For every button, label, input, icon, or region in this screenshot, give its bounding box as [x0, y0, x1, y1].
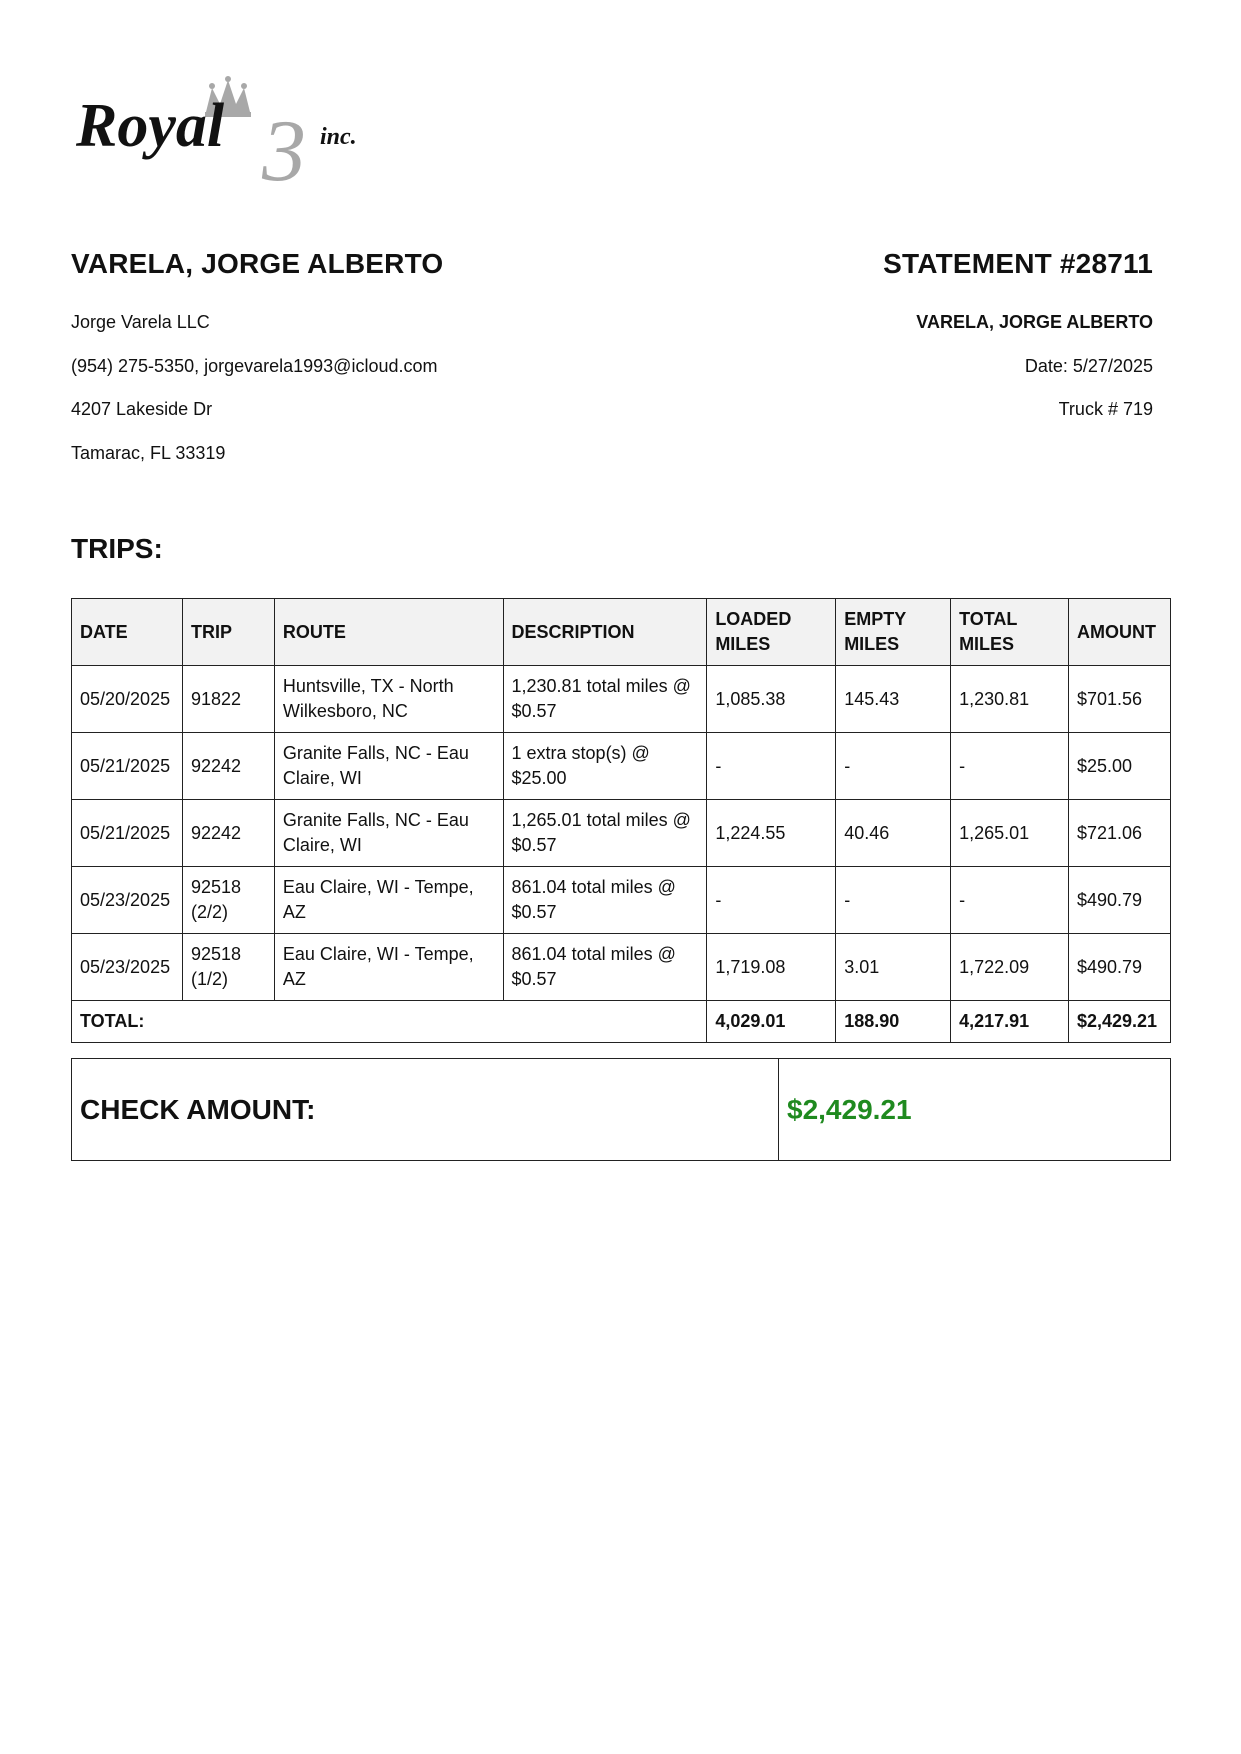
- table-row: [72, 934, 1171, 1001]
- cell-route: Granite Falls, NC - Eau Claire, WI: [274, 800, 503, 867]
- cell-description: 861.04 total miles @ $0.57: [503, 934, 707, 1001]
- total-label: TOTAL:: [72, 1001, 707, 1043]
- check-amount-box: [71, 1058, 1171, 1161]
- cell-loaded-miles: -: [707, 733, 836, 800]
- cell-trip: 92518 (2/2): [182, 867, 274, 934]
- total-loaded-miles: 4,029.01: [707, 1001, 836, 1043]
- table-row: [72, 666, 1171, 733]
- column-header-amount: AMOUNT: [1068, 599, 1170, 666]
- cell-date: 05/21/2025: [72, 733, 183, 800]
- cell-amount: $490.79: [1068, 934, 1170, 1001]
- cell-date: 05/20/2025: [72, 666, 183, 733]
- client-contact: (954) 275-5350, jorgevarela1993@icloud.com: [71, 355, 438, 376]
- cell-description: 1,230.81 total miles @ $0.57: [503, 666, 707, 733]
- table-header-row: [72, 599, 1171, 666]
- column-header-loaded-miles: LOADED MILES: [707, 599, 836, 666]
- cell-trip: 92242: [182, 733, 274, 800]
- cell-amount: $701.56: [1068, 666, 1170, 733]
- client-city: Tamarac, FL 33319: [71, 442, 226, 463]
- cell-description: 861.04 total miles @ $0.57: [503, 867, 707, 934]
- column-header-trip: TRIP: [182, 599, 274, 666]
- cell-empty-miles: 40.46: [836, 800, 951, 867]
- total-empty-miles: 188.90: [836, 1001, 951, 1043]
- table-row: [72, 733, 1171, 800]
- cell-total-miles: 1,722.09: [951, 934, 1069, 1001]
- cell-loaded-miles: 1,224.55: [707, 800, 836, 867]
- statement-details: [916, 311, 1153, 442]
- cell-description: 1 extra stop(s) @ $25.00: [503, 733, 707, 800]
- column-header-total-miles: TOTAL MILES: [951, 599, 1069, 666]
- cell-empty-miles: 3.01: [836, 934, 951, 1001]
- logo-numeral: 3: [262, 103, 306, 192]
- column-header-date: DATE: [72, 599, 183, 666]
- cell-route: Granite Falls, NC - Eau Claire, WI: [274, 733, 503, 800]
- cell-date: 05/21/2025: [72, 800, 183, 867]
- cell-date: 05/23/2025: [72, 867, 183, 934]
- cell-trip: 92242: [182, 800, 274, 867]
- column-header-empty-miles: EMPTY MILES: [836, 599, 951, 666]
- cell-route: Eau Claire, WI - Tempe, AZ: [274, 934, 503, 1001]
- total-row: [72, 1001, 1171, 1043]
- cell-empty-miles: -: [836, 867, 951, 934]
- cell-loaded-miles: -: [707, 867, 836, 934]
- cell-loaded-miles: 1,085.38: [707, 666, 836, 733]
- cell-route: Huntsville, TX - North Wilkesboro, NC: [274, 666, 503, 733]
- check-amount-value: $2,429.21: [779, 1059, 1171, 1161]
- logo-suffix: inc.: [320, 124, 357, 150]
- check-amount-label: CHECK AMOUNT:: [72, 1059, 779, 1161]
- cell-total-miles: 1,230.81: [951, 666, 1069, 733]
- trips-heading: TRIPS:: [71, 533, 163, 564]
- cell-total-miles: -: [951, 867, 1069, 934]
- column-header-route: ROUTE: [274, 599, 503, 666]
- cell-trip: 91822: [182, 666, 274, 733]
- cell-trip: 92518 (1/2): [182, 934, 274, 1001]
- column-header-description: DESCRIPTION: [503, 599, 707, 666]
- cell-route: Eau Claire, WI - Tempe, AZ: [274, 867, 503, 934]
- cell-total-miles: -: [951, 733, 1069, 800]
- statement-truck: Truck # 719: [1058, 399, 1153, 419]
- royal-3-logo: [76, 76, 386, 192]
- client-street: 4207 Lakeside Dr: [71, 399, 213, 419]
- cell-empty-miles: 145.43: [836, 666, 951, 733]
- table-row: [72, 867, 1171, 934]
- statement-title: STATEMENT #28711: [883, 248, 1153, 279]
- statement-date: Date: 5/27/2025: [1024, 355, 1153, 376]
- total-total-miles: 4,217.91: [951, 1001, 1069, 1043]
- cell-amount: $25.00: [1068, 733, 1170, 800]
- client-company: Jorge Varela LLC: [71, 312, 210, 332]
- table-row: [72, 800, 1171, 867]
- cell-total-miles: 1,265.01: [951, 800, 1069, 867]
- client-details: [71, 311, 438, 485]
- cell-amount: $721.06: [1068, 800, 1170, 867]
- cell-date: 05/23/2025: [72, 934, 183, 1001]
- logo-word: Royal: [76, 92, 225, 160]
- cell-empty-miles: -: [836, 733, 951, 800]
- cell-loaded-miles: 1,719.08: [707, 934, 836, 1001]
- cell-description: 1,265.01 total miles @ $0.57: [503, 800, 707, 867]
- trips-table: [71, 598, 1171, 1043]
- cell-amount: $490.79: [1068, 867, 1170, 934]
- statement-name: VARELA, JORGE ALBERTO: [916, 312, 1153, 332]
- client-name: VARELA, JORGE ALBERTO: [71, 248, 444, 279]
- total-amount: $2,429.21: [1068, 1001, 1170, 1043]
